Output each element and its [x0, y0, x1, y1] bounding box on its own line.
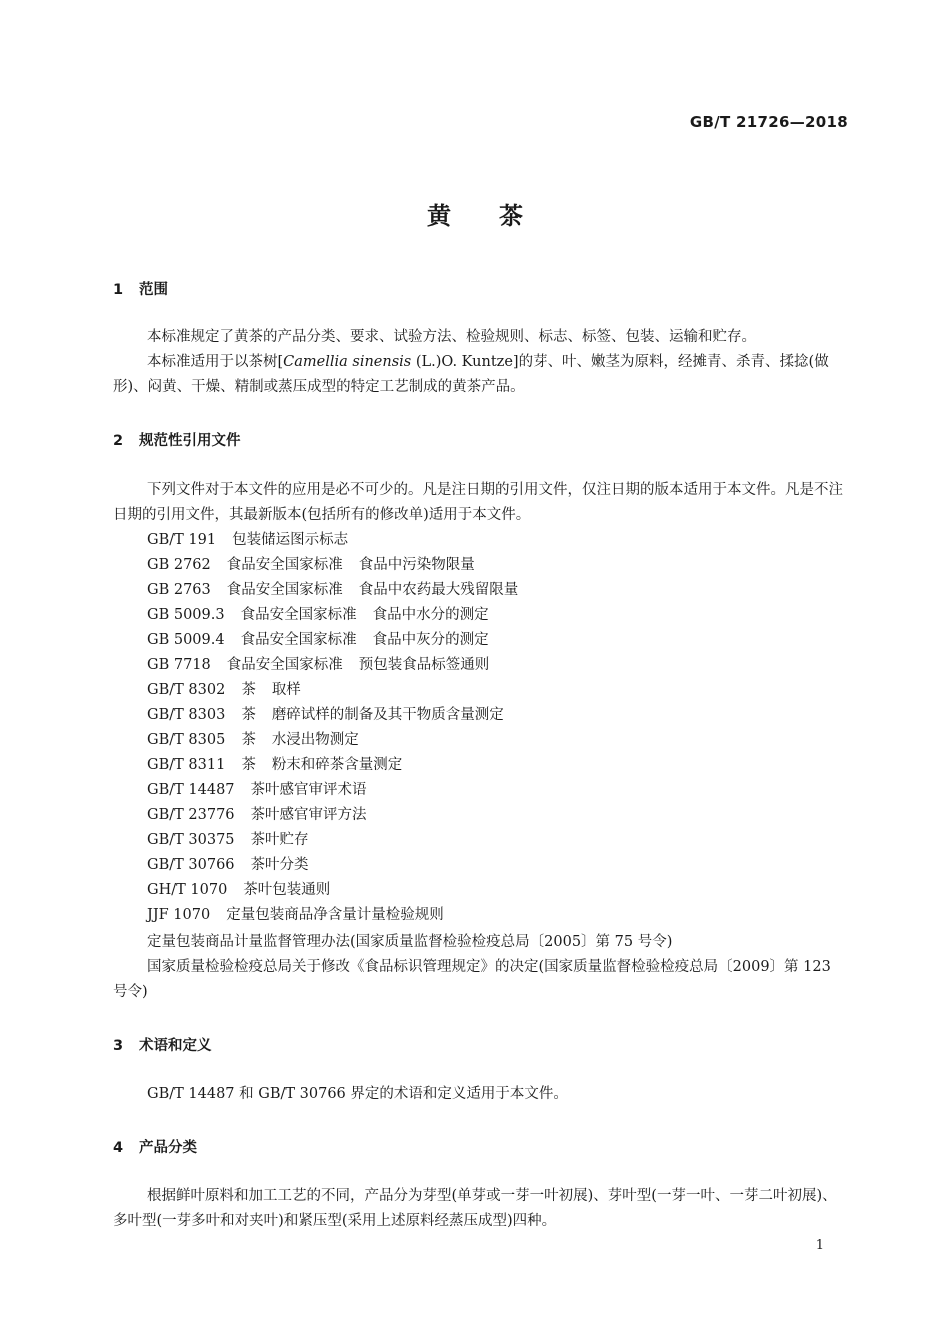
latin-species-name: Camellia sinensis [283, 354, 412, 370]
reference-subtitle: 食品中污染物限量 [358, 557, 475, 573]
section-number: 1 [113, 282, 124, 298]
section-3-paragraph: GB/T 14487 和 GB/T 30766 界定的术语和定义适用于本文件。 [147, 1086, 568, 1102]
reference-subtitle: 粉末和碎茶含量测定 [271, 757, 403, 773]
reference-title: 茶叶感官审评术语 [250, 782, 367, 798]
section-title: 产品分类 [139, 1140, 197, 1156]
reference-code: GB 5009.3 [147, 607, 225, 623]
reference-item [147, 903, 460, 928]
section-1-heading [113, 278, 168, 299]
reference-title: 食品安全国家标准 [226, 557, 343, 573]
reference-item [147, 753, 402, 778]
p2-text-before: 本标准适用于以茶树[ [147, 354, 284, 370]
reference-title: 茶 [241, 707, 256, 723]
reference-code: GB/T 8303 [147, 707, 226, 723]
reference-title: 茶叶贮存 [250, 832, 309, 848]
section-number: 4 [113, 1140, 124, 1156]
reference-code: GB/T 8311 [147, 757, 226, 773]
standard-code: GB/T 21726—2018 [689, 113, 848, 131]
reference-code: GB 5009.4 [147, 632, 225, 648]
section-title: 范围 [139, 282, 168, 298]
page-number: 1 [815, 1238, 824, 1253]
reference-item [147, 728, 359, 753]
reference-subtitle: 食品中水分的测定 [372, 607, 489, 623]
page-title [0, 196, 950, 231]
reference-subtitle: 食品中灰分的测定 [372, 632, 489, 648]
reference-item [147, 603, 489, 628]
reference-regulation-1: 定量包装商品计量监督管理办法(国家质量监督检验检疫总局〔2005〕第 75 号令) [147, 934, 673, 950]
reference-item [147, 628, 489, 653]
reference-item [147, 553, 475, 578]
reference-item [147, 778, 383, 803]
reference-code: GH/T 1070 [147, 882, 228, 898]
reference-title: 食品安全国家标准 [226, 657, 343, 673]
reference-title: 茶叶分类 [250, 857, 309, 873]
reference-item [147, 678, 301, 703]
section-number: 2 [113, 433, 124, 449]
reference-code: GB 2762 [147, 557, 211, 573]
reference-code: GB/T 30766 [147, 857, 235, 873]
title-char-1: 黄 [427, 202, 451, 230]
reference-title: 茶叶包装通则 [243, 882, 331, 898]
reference-title: 定量包装商品净含量计量检验规则 [226, 907, 444, 923]
reference-code: JJF 1070 [147, 907, 211, 923]
reference-code: GB/T 14487 [147, 782, 235, 798]
reference-code: GB/T 30375 [147, 832, 235, 848]
section-4-paragraph: 根据鲜叶原料和加工工艺的不同，产品分为芽型(单芽或一芽一叶初展)、芽叶型(一芽一叶、一芽二叶初展)、多叶型(一芽多叶和对夹叶)和紧压型(采用上述原料经蒸压成型)四种。 [113, 1188, 837, 1229]
section-title: 术语和定义 [139, 1038, 212, 1054]
section-title: 规范性引用文件 [139, 433, 241, 449]
section-2-intro: 下列文件对于本文件的应用是必不可少的。凡是注日期的引用文件，仅注日期的版本适用于本文件。凡是不注日期的引用文件，其最新版本(包括所有的修改单)适用于本文件。 [113, 482, 843, 523]
reference-item [147, 528, 364, 553]
section-4-heading [113, 1136, 197, 1157]
p2-text-after: (L.)O. Kuntze]的芽、叶、嫩茎为原料，经摊青、杀青、揉捻(做形)、闷黄、干燥、精制或蒸压成型的特定工艺制成的黄茶产品。 [113, 354, 829, 395]
reference-subtitle: 预包装食品标签通则 [358, 657, 490, 673]
reference-title: 食品安全国家标准 [240, 607, 357, 623]
reference-item [147, 578, 518, 603]
reference-subtitle: 取样 [271, 682, 301, 698]
title-char-2: 茶 [499, 202, 523, 230]
reference-subtitle: 水浸出物测定 [271, 732, 359, 748]
reference-regulation-2: 国家质量检验检疫总局关于修改《食品标识管理规定》的决定(国家质量监督检验检疫总局〔2009〕第 123 号令) [113, 959, 831, 1000]
reference-title: 茶 [241, 732, 256, 748]
section-3-heading [113, 1034, 212, 1055]
reference-item [147, 828, 325, 853]
reference-item [147, 653, 489, 678]
reference-item [147, 803, 383, 828]
reference-code: GB/T 8305 [147, 732, 226, 748]
reference-title: 茶 [241, 757, 256, 773]
reference-title: 茶叶感官审评方法 [250, 807, 367, 823]
reference-title: 茶 [241, 682, 256, 698]
section-1-paragraph-2 [113, 350, 849, 400]
reference-title: 包装储运图示标志 [232, 532, 349, 548]
section-1-paragraph-1: 本标准规定了黄茶的产品分类、要求、试验方法、检验规则、标志、标签、包装、运输和贮存。 [147, 329, 756, 345]
section-number: 3 [113, 1038, 124, 1054]
reference-code: GB/T 191 [147, 532, 217, 548]
reference-subtitle: 磨碎试样的制备及其干物质含量测定 [271, 707, 504, 723]
reference-item [147, 878, 346, 903]
reference-item [147, 703, 504, 728]
reference-subtitle: 食品中农药最大残留限量 [358, 582, 519, 598]
reference-title: 食品安全国家标准 [240, 632, 357, 648]
section-2-heading [113, 429, 241, 450]
reference-title: 食品安全国家标准 [226, 582, 343, 598]
reference-code: GB 7718 [147, 657, 211, 673]
reference-code: GB 2763 [147, 582, 211, 598]
reference-item [147, 853, 325, 878]
reference-code: GB/T 23776 [147, 807, 235, 823]
reference-code: GB/T 8302 [147, 682, 226, 698]
